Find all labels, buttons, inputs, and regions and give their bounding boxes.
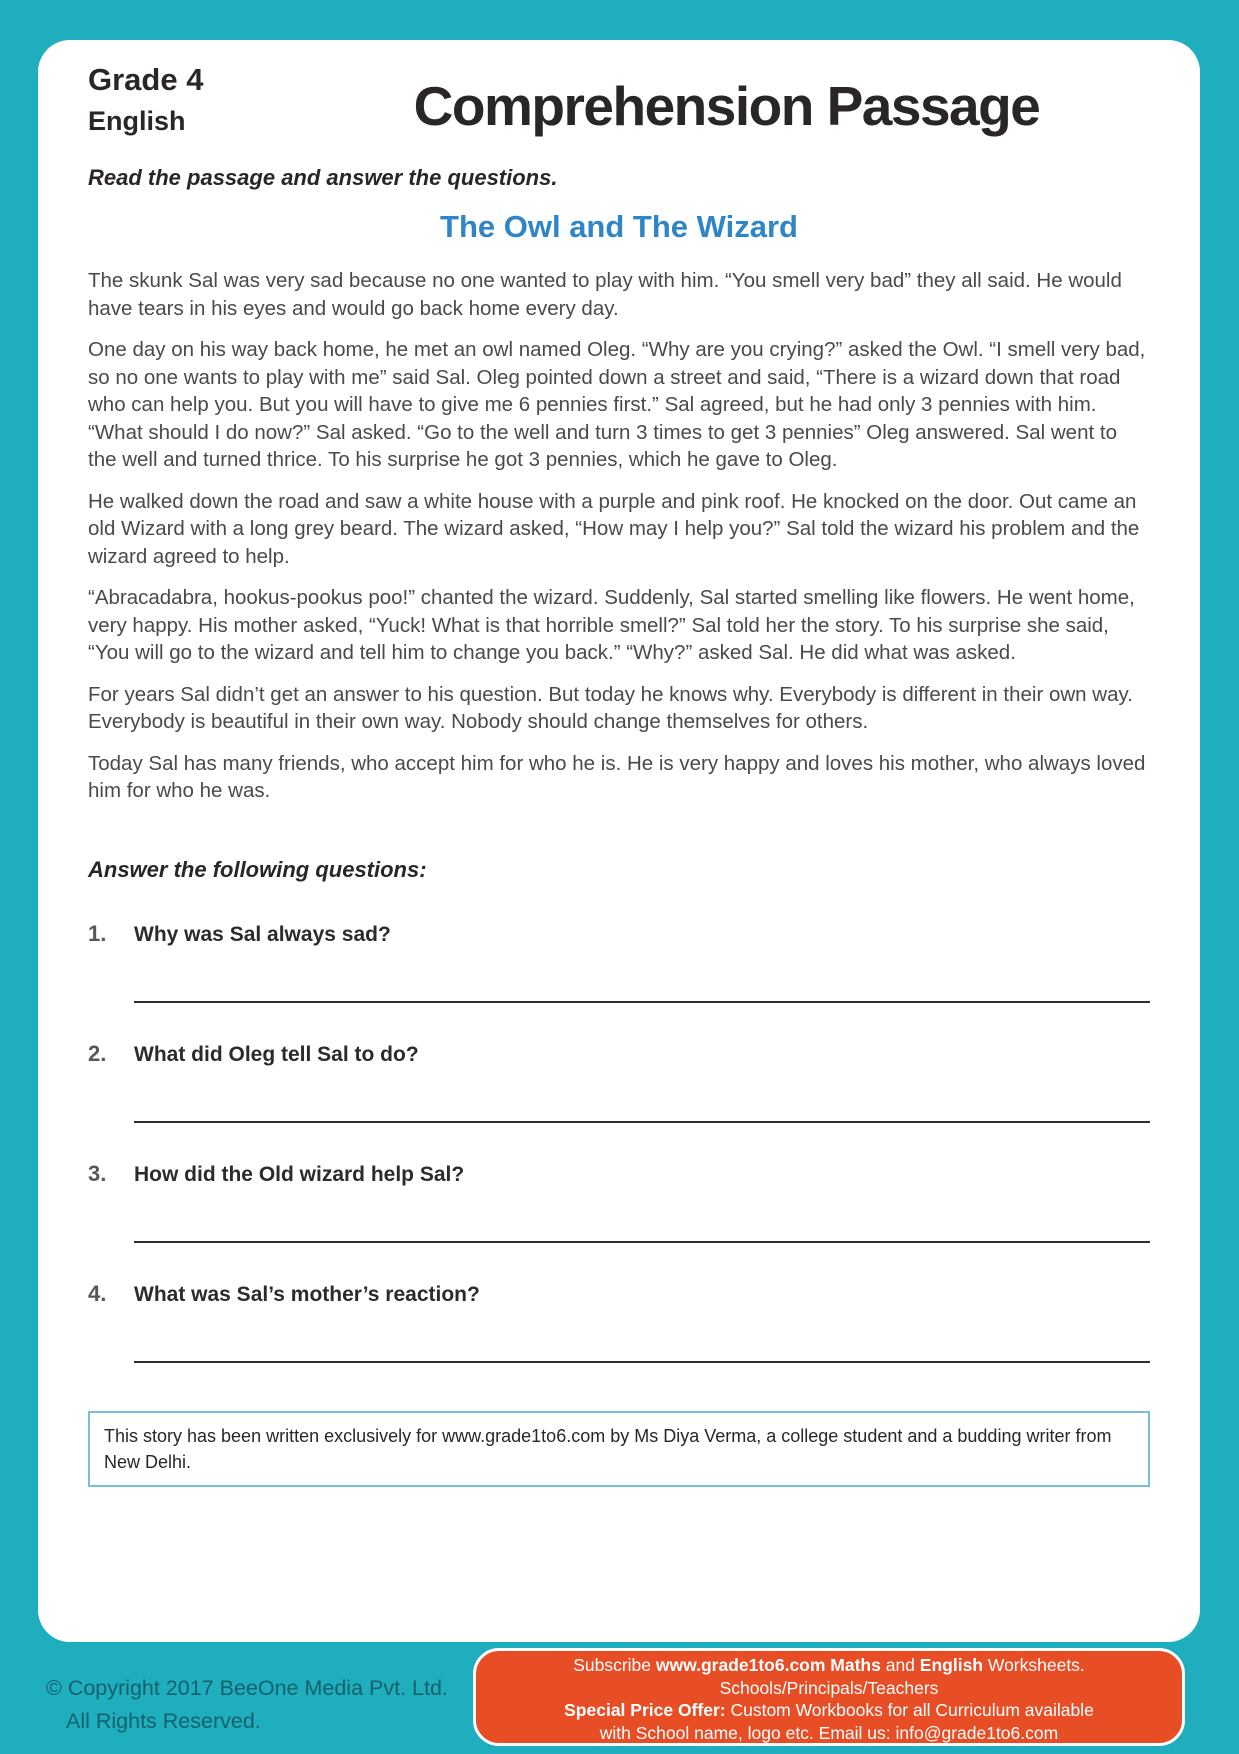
answer-line-4 — [134, 1361, 1150, 1363]
passage-paragraph: He walked down the road and saw a white house with a purple and pink roof. He knocked on the door. Out came an old Wizard with a long grey beard. The wizard asked, “How may I help you?” Sal told the wizard his problem and the wizard agreed to help. — [88, 489, 1140, 568]
question-text: Why was Sal always sad? — [134, 922, 391, 946]
copyright-line1: © Copyright 2017 BeeOne Media Pvt. Ltd. — [46, 1676, 448, 1700]
worksheet-card — [38, 40, 1200, 1642]
copyright-text — [46, 1672, 448, 1738]
promo-line1 — [476, 1654, 1182, 1677]
promo-line3-rest: Custom Workbooks for all Curriculum available — [725, 1700, 1094, 1720]
footer — [0, 1642, 1239, 1754]
promo-line1-prefix: Subscribe — [573, 1655, 656, 1675]
question-text: What did Oleg tell Sal to do? — [134, 1042, 419, 1066]
grade-label: Grade 4 — [88, 62, 204, 97]
passage-paragraph: For years Sal didn’t get an answer to his question. But today he knows why. Everybody is different in their own way. Everybody is beautiful in their own way. Nobody should change themselves for others. — [88, 682, 1133, 734]
promo-site-maths: www.grade1to6.com Maths — [655, 1655, 881, 1675]
questions-heading: Answer the following questions: — [88, 856, 427, 882]
header — [88, 60, 1150, 139]
question-text: What was Sal’s mother’s reaction? — [134, 1282, 480, 1306]
answer-line-1 — [134, 1001, 1150, 1003]
page-title: Comprehension Passage — [413, 75, 1040, 137]
promo-line1-suffix: Worksheets. — [983, 1655, 1085, 1675]
promo-banner — [473, 1648, 1185, 1746]
author-note-text: This story has been written exclusively for www.grade1to6.com by Ms Diya Verma, a college student and a budding writer from New Delhi. — [104, 1425, 1112, 1472]
story-title: The Owl and The Wizard — [440, 209, 798, 245]
author-note-box — [88, 1411, 1150, 1487]
promo-english: English — [919, 1655, 983, 1675]
passage-paragraph: One day on his way back home, he met an owl named Oleg. “Why are you crying?” asked the Owl. “I smell very bad, so no one wants to play with me” said Sal. Oleg pointed down a street and said, “There is a wizard down that road who can help you. But you will have to give me 6 pennies first.” Sal agreed, but he had only 3 pennies with him. “What should I do now?” Sal asked. “Go to the well and turn 3 times to get 3 pennies” Oleg answered. Sal went to the well and turned thrice. To his surprise he got 3 pennies, which he gave to Oleg. — [88, 338, 1146, 472]
copyright-line2: All Rights Reserved. — [66, 1709, 261, 1733]
grade-block — [88, 60, 303, 139]
promo-offer-label: Special Price Offer: — [564, 1700, 726, 1720]
question-row-4 — [88, 1281, 1150, 1307]
question-text: How did the Old wizard help Sal? — [134, 1162, 465, 1186]
question-row-3 — [88, 1161, 1150, 1187]
promo-line2: Schools/Principals/Teachers — [719, 1677, 939, 1698]
question-row-2 — [88, 1041, 1150, 1067]
question-number: 4. — [88, 1280, 107, 1306]
promo-line3 — [476, 1699, 1182, 1722]
passage-paragraph: The skunk Sal was very sad because no one wanted to play with him. “You smell very bad” they all said. He would have tears in his eyes and would go back home every day. — [88, 269, 1122, 320]
promo-line1-mid: and — [880, 1655, 920, 1675]
instruction-text: Read the passage and answer the questions. — [88, 165, 558, 191]
subject-label: English — [88, 106, 186, 137]
question-number: 2. — [88, 1040, 107, 1066]
question-number: 1. — [88, 920, 107, 946]
question-number: 3. — [88, 1160, 107, 1186]
passage-paragraph: “Abracadabra, hookus-pookus poo!” chanted the wizard. Suddenly, Sal started smelling like flowers. He went home, very happy. His mother asked, “Yuck! What is that horrible smell?” Sal told her the story. To his surprise she said, “You will go to the wizard and tell him to change you back.” “Why?” asked Sal. He did what was asked. — [88, 586, 1135, 665]
passage-paragraph: Today Sal has many friends, who accept him for who he is. He is very happy and loves his mother, who always loved him for who he was. — [88, 751, 1146, 803]
question-row-1 — [88, 921, 1150, 947]
answer-line-2 — [134, 1121, 1150, 1123]
promo-line4: with School name, logo etc. Email us: info@grade1to6.com — [599, 1722, 1059, 1743]
answer-line-3 — [134, 1241, 1150, 1243]
passage — [88, 267, 1150, 805]
